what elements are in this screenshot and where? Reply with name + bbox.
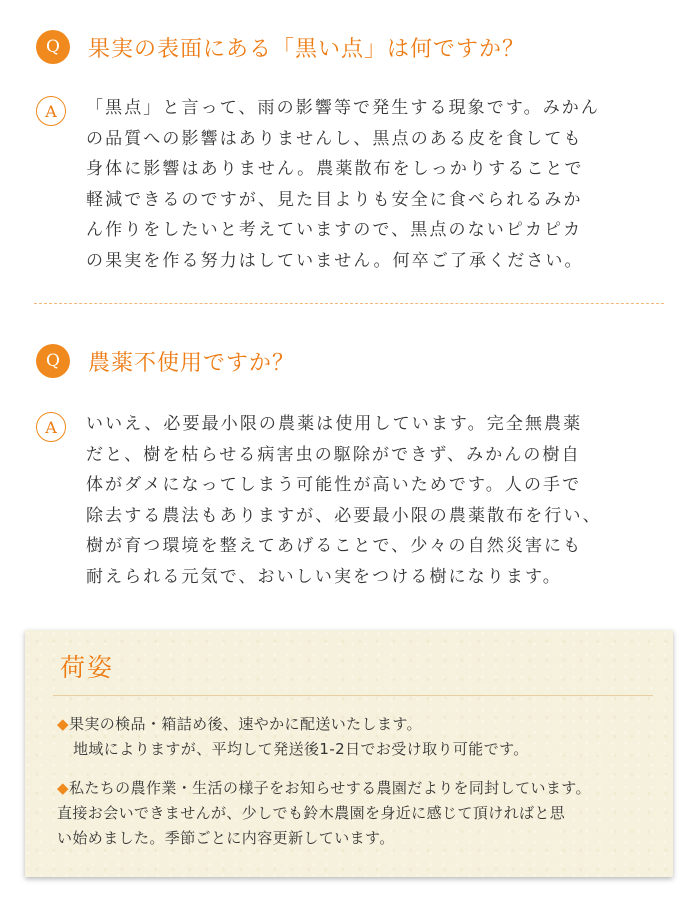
question-heading: 果実の表面にある「黒い点」は何ですか？ (88, 36, 526, 62)
packing-item-text: 直接お会いできませんが、少しでも鈴木農園を身近に感じて頂ければと思 (57, 804, 566, 822)
packing-item-2 (57, 776, 591, 851)
answer-line: だと、樹を枯らせる病害虫の駆除ができず、みかんの樹自 (86, 444, 581, 465)
answer-line: の品質への影響はありませんし、黒点のある皮を食しても (86, 128, 583, 149)
q-badge-icon: Q (36, 30, 70, 64)
answer-text (86, 409, 676, 592)
diamond-bullet-icon: ◆ (57, 715, 69, 733)
packing-item-text: 私たちの農作業・生活の様子をお知らせする農園だよりを同封しています。 (68, 779, 591, 797)
answer-line: 除去する農法もありますが、必要最小限の農薬散布を行い、 (86, 505, 602, 526)
packing-item-text: い始めました。季節ごとに内容更新しています。 (57, 829, 395, 847)
question-row (36, 344, 295, 378)
answer-line: 体がダメになってしまう可能性が高いためです。人の手で (86, 475, 582, 495)
title-rule (53, 695, 653, 696)
question-row (36, 30, 525, 64)
packing-title: 荷姿 (60, 653, 115, 682)
answer-row (36, 93, 676, 276)
answer-line: 軽減できるのですが、見た目よりも安全に食べられるみか (86, 189, 583, 210)
answer-line: 身体に影響はありません。農薬散布をしっかりすることで (86, 159, 584, 179)
question-heading: 農薬不使用ですか？ (88, 350, 296, 376)
q-badge-icon: Q (36, 344, 70, 378)
a-badge-icon: A (36, 96, 66, 126)
answer-line: の果実を作る努力はしていません。何卒ご了承ください。 (86, 250, 584, 271)
dashed-divider (34, 303, 664, 304)
packing-info-box (25, 630, 673, 877)
answer-line: いいえ、必要最小限の農薬は使用しています。完全無農薬 (86, 414, 583, 434)
answer-line: ん作りをしたいと考えていますので、黒点のないピカピカ (86, 220, 583, 240)
answer-line: 樹が育つ環境を整えてあげることで、少々の自然災害にも (86, 536, 583, 556)
packing-item-text: 地域によりますが、平均して発送後1-2日でお受け取り可能です。 (73, 740, 529, 758)
answer-line: 「黒点」と言って、雨の影響等で発生する現象です。みかん (86, 98, 600, 118)
diamond-bullet-icon: ◆ (57, 779, 69, 797)
packing-item-text: 果実の検品・箱詰め後、速やかに配送いたします。 (68, 715, 422, 733)
a-badge-icon: A (36, 412, 66, 442)
packing-item-1 (57, 712, 529, 762)
answer-text (86, 93, 676, 276)
answer-row (36, 409, 676, 592)
answer-line: 耐えられる元気で、おいしい実をつける樹になります。 (86, 566, 562, 587)
